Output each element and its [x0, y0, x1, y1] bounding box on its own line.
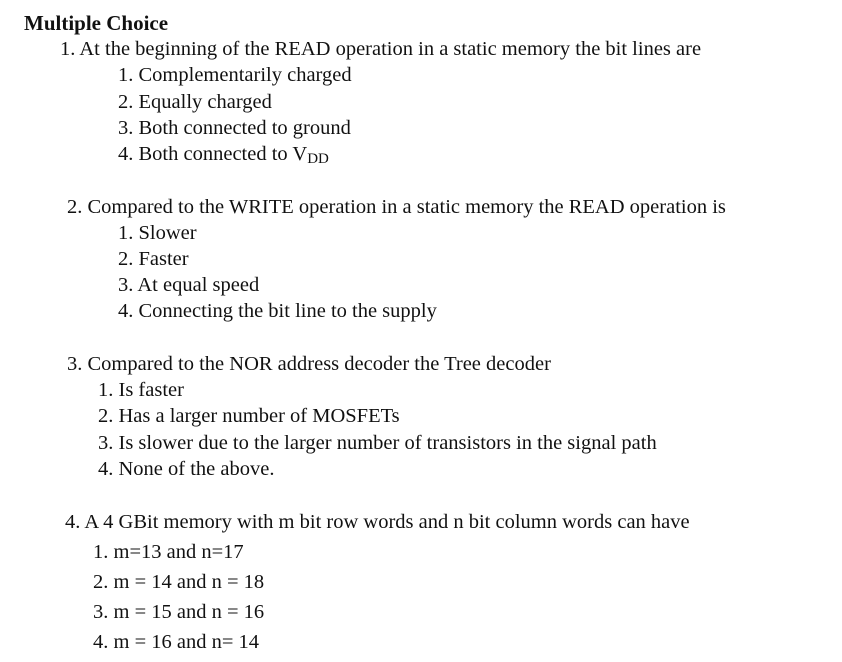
question-1-option-1: 1. Complementarily charged	[118, 64, 352, 86]
question-4-option-1: 1. m=13 and n=17	[93, 541, 244, 563]
question-2-stem: 2. Compared to the WRITE operation in a static memory the READ operation is	[67, 196, 726, 218]
question-3-option-3: 3. Is slower due to the larger number of transistors in the signal path	[98, 432, 657, 454]
question-3-option-4: 4. None of the above.	[98, 458, 275, 480]
question-2-option-4: 4. Connecting the bit line to the supply	[118, 300, 437, 322]
question-2-option-3: 3. At equal speed	[118, 274, 260, 296]
question-1-stem: 1. At the beginning of the READ operation in a static memory the bit lines are	[60, 38, 702, 60]
question-4-stem: 4. A 4 GBit memory with m bit row words and n bit column words can have	[65, 511, 690, 533]
question-1-option-4-text: 4. Both connected to V	[118, 143, 308, 165]
question-2-option-1: 1. Slower	[118, 222, 197, 244]
section-heading: Multiple Choice	[24, 11, 169, 35]
question-1-option-4	[118, 142, 329, 171]
question-1-option-2: 2. Equally charged	[118, 91, 272, 113]
vdd-subscript: DD	[307, 151, 329, 167]
question-4-option-4: 4. m = 16 and n= 14	[93, 631, 260, 653]
question-1-option-3: 3. Both connected to ground	[118, 117, 351, 139]
question-3-option-1: 1. Is faster	[98, 379, 184, 401]
question-2-option-2: 2. Faster	[118, 248, 189, 270]
question-3-stem: 3. Compared to the NOR address decoder the Tree decoder	[67, 353, 551, 375]
question-3-option-2: 2. Has a larger number of MOSFETs	[98, 405, 400, 427]
question-4-option-2: 2. m = 14 and n = 18	[93, 571, 265, 593]
question-4-option-3: 3. m = 15 and n = 16	[93, 601, 265, 623]
